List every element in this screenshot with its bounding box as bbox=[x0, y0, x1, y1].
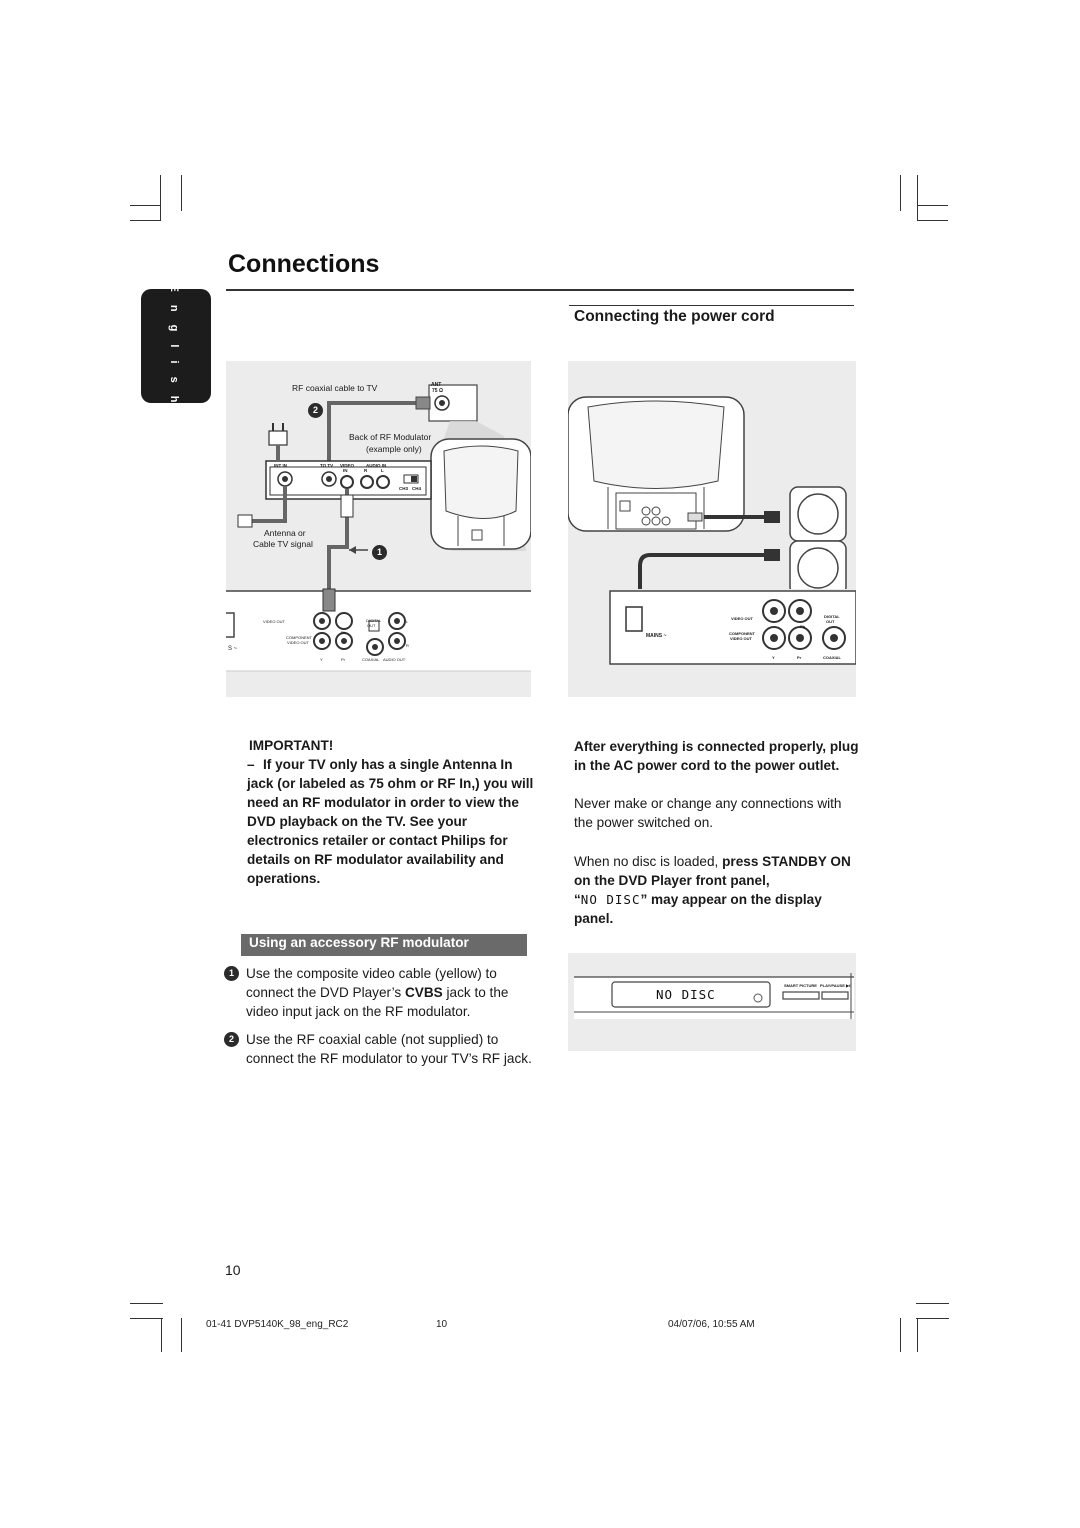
to-tv-label: TO TV bbox=[320, 463, 334, 468]
pr-label-right: Pr bbox=[797, 655, 802, 660]
audio-out-label: AUDIO OUT bbox=[383, 657, 406, 662]
component-label: COMPONENT bbox=[286, 635, 312, 640]
out-label-right: OUT bbox=[826, 619, 835, 624]
display-panel-svg bbox=[568, 953, 856, 1051]
coaxial-label: COAXIAL bbox=[362, 657, 380, 662]
video-in-label: VIDEO bbox=[340, 463, 355, 468]
important-dash: – bbox=[247, 757, 255, 772]
step-2-text: Use the RF coaxial cable (not supplied) to connect the RF modulator to your TV’s RF jack. bbox=[246, 1032, 532, 1066]
never-make-text: Never make or change any connections with the power switched on. bbox=[574, 796, 842, 830]
video-out-label: VIDEO OUT bbox=[263, 619, 286, 624]
component-video-out-label: VIDEO OUT bbox=[287, 640, 310, 645]
title-rule bbox=[226, 289, 854, 291]
mains-label-right: MAINS ~ bbox=[646, 633, 667, 639]
mains-label: S ~ bbox=[228, 646, 238, 652]
audio-r-label: R bbox=[364, 468, 368, 473]
digital-label: DIGITAL bbox=[366, 618, 382, 623]
rf-modulator-diagram bbox=[226, 361, 531, 697]
y-label: Y bbox=[320, 657, 323, 662]
page-number: 10 bbox=[225, 1262, 241, 1278]
smart-picture-label: SMART PICTURE bbox=[784, 983, 817, 988]
ant-label: ANT bbox=[431, 382, 442, 388]
marker-2: 2 bbox=[308, 403, 323, 418]
video-in-label-2: IN bbox=[343, 468, 348, 473]
l-label: L bbox=[406, 619, 409, 624]
language-tab-label: E n g l i s h bbox=[168, 284, 180, 408]
page-title: Connections bbox=[228, 250, 380, 278]
step-2-badge: 2 bbox=[224, 1032, 239, 1047]
example-label: (example only) bbox=[366, 444, 422, 454]
lcd-readout: NO DISC bbox=[656, 987, 716, 1002]
audio-in-label: AUDIO IN bbox=[366, 463, 387, 468]
antenna-label: Antenna or bbox=[264, 528, 306, 538]
no-disc-instruction: When no disc is loaded, press STANDBY ON on the DVD Player front panel, “NO DISC” may appear on the display panel. bbox=[574, 854, 851, 926]
cable-tv-label: Cable TV signal bbox=[253, 539, 313, 549]
y-label-right: Y bbox=[772, 655, 775, 660]
after-connected-text: After everything is connected properly, plug in the AC power cord to the power outlet. bbox=[574, 739, 859, 773]
accessory-heading: Using an accessory RF modulator bbox=[249, 935, 469, 950]
rf-cable-label: RF coaxial cable to TV bbox=[292, 383, 378, 393]
power-cord-diagram-svg bbox=[568, 361, 856, 697]
back-label: Back of RF Modulator bbox=[349, 432, 432, 442]
digital-label-right: DIGITAL bbox=[824, 614, 840, 619]
section-heading: Connecting the power cord bbox=[574, 308, 775, 325]
section-rule bbox=[569, 305, 854, 306]
component-video-out-label-right: VIDEO OUT bbox=[730, 636, 753, 641]
important-title: IMPORTANT! bbox=[249, 738, 334, 753]
pb-label: Pb bbox=[341, 630, 346, 635]
out-label: OUT bbox=[367, 623, 376, 628]
play-pause-label: PLAY/PAUSE ▶II bbox=[820, 983, 852, 988]
footer-page: 10 bbox=[436, 1319, 448, 1330]
ch4-label: CH4 bbox=[412, 486, 422, 491]
step-1-badge: 1 bbox=[224, 966, 239, 981]
coaxial-label-right: COAXIAL bbox=[823, 655, 841, 660]
ch3-label: CH3 bbox=[399, 486, 409, 491]
marker-1: 1 bbox=[372, 545, 387, 560]
power-cord-diagram bbox=[568, 361, 856, 697]
important-body: If your TV only has a single Antenna In jack (or labeled as 75 ohm or RF In,) you will need an RF modulator in order to view the DVD playback on the TV. See your electronics retailer or contact Philips for details on RF modulator availability and operations. bbox=[247, 757, 534, 886]
footer-date: 04/07/06, 10:55 AM bbox=[668, 1319, 755, 1330]
pr-label: Pr bbox=[341, 657, 345, 662]
pb-label-right: Pb bbox=[800, 624, 806, 629]
ant-ohm-label: 75 Ω bbox=[432, 388, 443, 394]
step-1-text: Use the composite video cable (yellow) to connect the DVD Player’s CVBS jack to the video input jack on the RF modulator. bbox=[246, 966, 509, 1019]
component-label-right: COMPONENT bbox=[729, 631, 755, 636]
r-label: R bbox=[406, 643, 409, 648]
footer-file: 01-41 DVP5140K_98_eng_RC2 bbox=[206, 1319, 349, 1330]
audio-l-label: L bbox=[381, 468, 384, 473]
video-out-label-right: VIDEO OUT bbox=[731, 616, 754, 621]
display-panel-diagram bbox=[568, 953, 856, 1051]
int-in-label: INT IN bbox=[274, 463, 287, 468]
